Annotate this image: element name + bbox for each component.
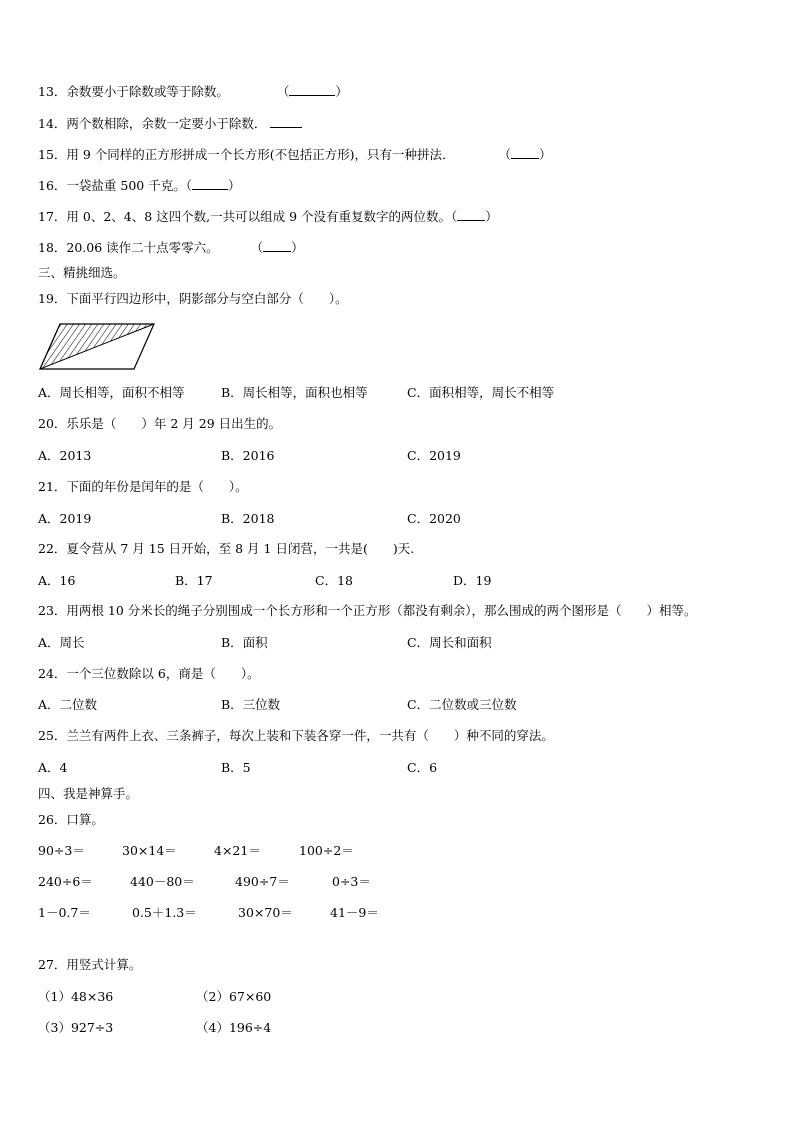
mental-math-item: 100÷2＝ bbox=[299, 843, 354, 858]
mental-math-item: 4×21＝ bbox=[214, 843, 261, 858]
question-14 bbox=[38, 115, 302, 132]
q22-option-b[interactable]: B．17 bbox=[175, 573, 213, 588]
question-16-text: 16．一袋盐重 500 千克。（ bbox=[38, 178, 192, 193]
question-13 bbox=[38, 83, 348, 100]
vertical-calc-item: （1）48×36 bbox=[38, 989, 114, 1004]
mental-math-item: 0.5＋1.3＝ bbox=[132, 905, 197, 920]
mental-math-item: 90÷3＝ bbox=[38, 843, 85, 858]
question-21-stem: 21．下面的年份是闰年的是（ ）。 bbox=[38, 479, 248, 494]
q24-option-b[interactable]: B．三位数 bbox=[221, 697, 281, 712]
answer-paren-close: ） bbox=[539, 147, 552, 162]
q22-option-c[interactable]: C．18 bbox=[315, 573, 353, 588]
q22-option-d[interactable]: D．19 bbox=[453, 573, 492, 588]
question-15-text: 15．用 9 个同样的正方形拼成一个长方形(不包括正方形)，只有一种拼法． bbox=[38, 147, 455, 162]
q23-option-b[interactable]: B．面积 bbox=[221, 635, 268, 650]
mental-math-item: 30×14＝ bbox=[122, 843, 177, 858]
answer-blank[interactable] bbox=[457, 208, 485, 221]
answer-blank[interactable] bbox=[270, 115, 302, 128]
question-27-stem: 27．用竖式计算。 bbox=[38, 957, 142, 972]
q20-option-b[interactable]: B．2016 bbox=[221, 448, 275, 463]
question-18 bbox=[38, 239, 304, 256]
mental-math-item: 440－80＝ bbox=[130, 874, 195, 889]
q23-option-a[interactable]: A．周长 bbox=[38, 635, 85, 650]
answer-paren-close: ） bbox=[227, 178, 241, 193]
q19-option-b[interactable]: B．周长相等，面积也相等 bbox=[221, 385, 368, 400]
q20-option-c[interactable]: C．2019 bbox=[407, 448, 461, 463]
answer-blank[interactable] bbox=[511, 146, 539, 159]
q19-option-c[interactable]: C．面积相等，周长不相等 bbox=[407, 385, 555, 400]
question-23-stem: 23．用两根 10 分米长的绳子分别围成一个长方形和一个正方形（都没有剩余），那么围成的两个图形是（ ）相等。 bbox=[38, 603, 697, 618]
question-16 bbox=[38, 177, 240, 194]
q23-option-c[interactable]: C．周长和面积 bbox=[407, 635, 492, 650]
q25-option-c[interactable]: C．6 bbox=[407, 760, 438, 775]
q24-option-a[interactable]: A．二位数 bbox=[38, 697, 98, 712]
q21-option-a[interactable]: A．2019 bbox=[38, 511, 92, 526]
q25-option-b[interactable]: B．5 bbox=[221, 760, 251, 775]
q20-option-a[interactable]: A．2013 bbox=[38, 448, 92, 463]
answer-paren-close: ） bbox=[335, 84, 348, 99]
section-3-title: 三、精挑细选。 bbox=[38, 265, 126, 280]
mental-math-item: 0÷3＝ bbox=[332, 874, 371, 889]
answer-blank[interactable] bbox=[289, 83, 335, 96]
question-17-text: 17．用 0、2、4、8 这四个数,一共可以组成 9 个没有重复数字的两位数。（ bbox=[38, 209, 458, 224]
question-25-stem: 25．兰兰有两件上衣、三条裤子，每次上装和下装各穿一件，一共有（ ）种不同的穿法。 bbox=[38, 728, 554, 743]
mental-math-item: 30×70＝ bbox=[238, 905, 293, 920]
question-13-text: 13．余数要小于除数或等于除数。 bbox=[38, 84, 229, 99]
mental-math-item: 240÷6＝ bbox=[38, 874, 93, 889]
answer-paren-open: （ bbox=[276, 84, 290, 99]
section-4-title: 四、我是神算手。 bbox=[38, 786, 139, 801]
question-17 bbox=[38, 208, 498, 225]
answer-paren-open: （ bbox=[498, 147, 512, 162]
question-20-stem: 20．乐乐是（ ）年 2 月 29 日出生的。 bbox=[38, 416, 282, 431]
vertical-calc-item: （2）67×60 bbox=[196, 989, 272, 1004]
answer-blank[interactable] bbox=[263, 239, 291, 252]
question-15 bbox=[38, 146, 552, 163]
vertical-calc-item: （3）927÷3 bbox=[38, 1020, 114, 1035]
question-22-stem: 22．夏令营从 7 月 15 日开始，至 8 月 1 日闭营，一共是( )天. bbox=[38, 541, 415, 556]
question-26-stem: 26．口算。 bbox=[38, 812, 104, 827]
q24-option-c[interactable]: C．二位数或三位数 bbox=[407, 697, 517, 712]
q21-option-c[interactable]: C．2020 bbox=[407, 511, 461, 526]
q21-option-b[interactable]: B．2018 bbox=[221, 511, 275, 526]
vertical-calc-item: （4）196÷4 bbox=[196, 1020, 272, 1035]
question-18-text: 18．20.06 读作二十点零零六。 bbox=[38, 240, 219, 255]
mental-math-item: 490÷7＝ bbox=[235, 874, 290, 889]
answer-blank[interactable] bbox=[192, 177, 228, 190]
answer-paren-close: ） bbox=[485, 209, 498, 224]
answer-paren-close: ） bbox=[291, 240, 304, 255]
mental-math-item: 1－0.7＝ bbox=[38, 905, 91, 920]
answer-paren-open: （ bbox=[250, 240, 264, 255]
q25-option-a[interactable]: A．4 bbox=[38, 760, 68, 775]
question-14-text: 14．两个数相除，余数一定要小于除数． bbox=[38, 116, 267, 131]
question-24-stem: 24．一个三位数除以 6，商是（ ）。 bbox=[38, 666, 260, 681]
question-19-stem: 19．下面平行四边形中，阴影部分与空白部分（ ）。 bbox=[38, 291, 348, 306]
mental-math-item: 41－9＝ bbox=[330, 905, 379, 920]
parallelogram-figure bbox=[38, 322, 158, 372]
q19-option-a[interactable]: A．周长相等，面积不相等 bbox=[38, 385, 185, 400]
q22-option-a[interactable]: A．16 bbox=[38, 573, 76, 588]
